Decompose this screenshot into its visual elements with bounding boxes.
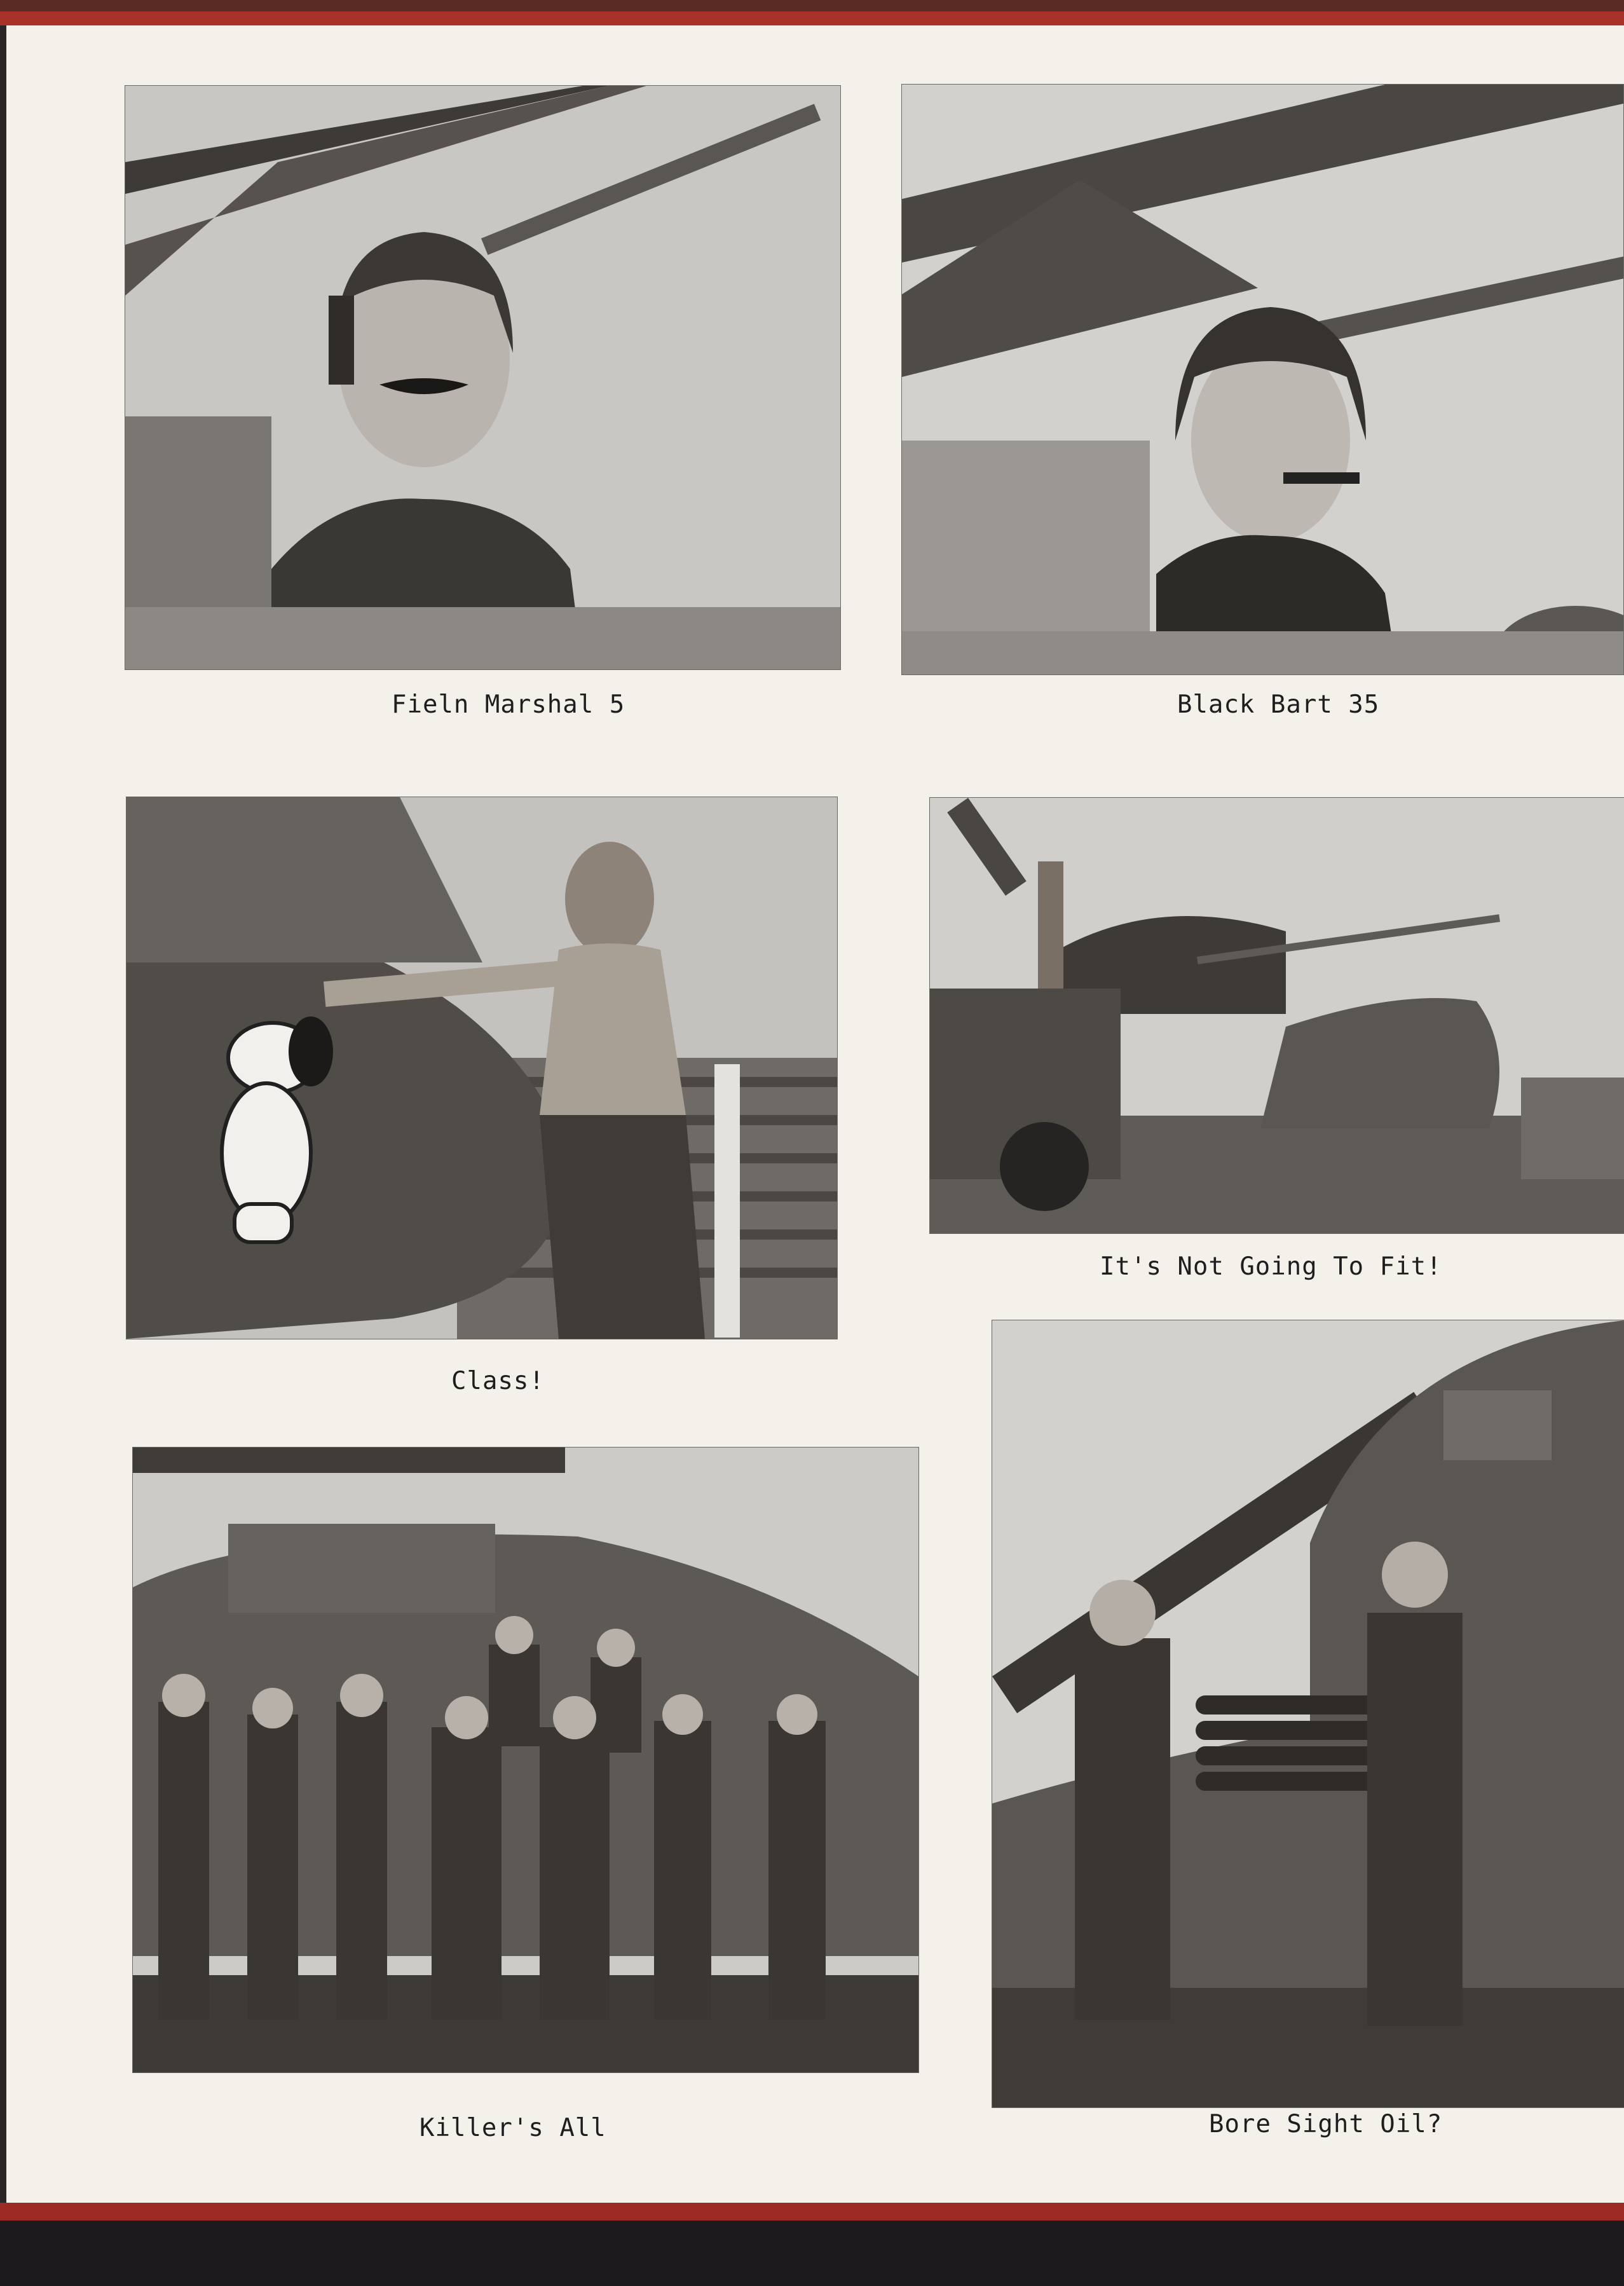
photo-truck-helicopter <box>929 797 1624 1234</box>
photo-pilot-cockpit-2-image <box>902 85 1623 674</box>
photo-pilot-cockpit-1-image <box>125 86 840 669</box>
photo-group-soldiers-image <box>133 1448 918 2072</box>
top-red-border <box>0 11 1624 25</box>
caption-photo1: Fieln Marshal 5 <box>392 690 625 719</box>
yearbook-page <box>6 25 1624 2203</box>
photo-pilot-cockpit-2 <box>901 84 1624 675</box>
photo-snoopy-helicopter <box>126 797 838 1339</box>
bottom-red-border <box>0 2203 1624 2221</box>
photo-truck-helicopter-image <box>930 798 1624 1233</box>
caption-photo2: Black Bart 35 <box>1177 690 1380 719</box>
photo-group-soldiers <box>132 1447 919 2073</box>
bottom-dark-edge <box>0 2221 1624 2286</box>
caption-photo6: Bore Sight Oil? <box>1209 2110 1443 2139</box>
caption-photo4: It's Not Going To Fit! <box>1100 1252 1442 1281</box>
photo-snoopy-helicopter-image <box>126 797 837 1339</box>
photo-pilot-cockpit-1 <box>125 85 841 670</box>
caption-photo5: Killer's All <box>420 2114 606 2142</box>
photo-rocket-pod <box>992 1320 1624 2108</box>
caption-photo3: Class! <box>451 1367 545 1395</box>
photo-rocket-pod-image <box>992 1320 1624 2107</box>
top-edge <box>0 0 1624 11</box>
